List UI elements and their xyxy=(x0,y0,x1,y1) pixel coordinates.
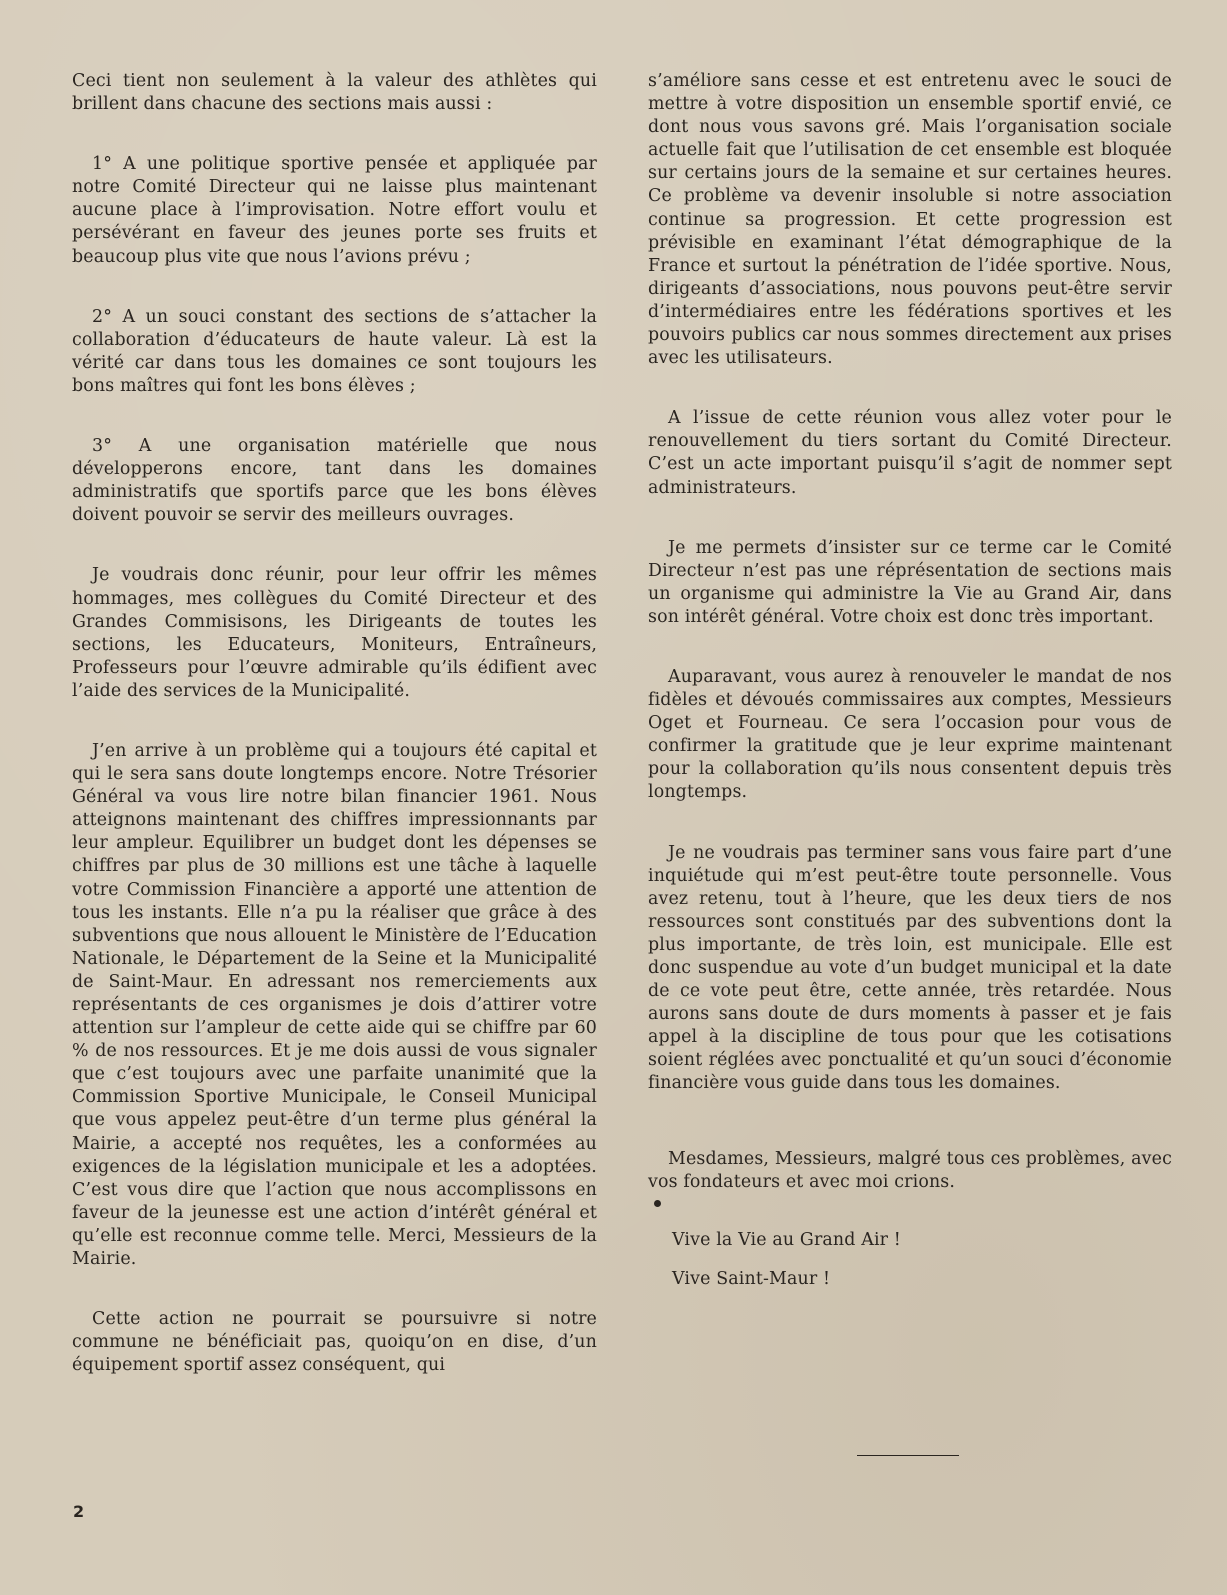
paragraph-committee: Je me permets d’insister sur ce terme car le Comité Directeur n’est pas une réprésentation de sections mais un organisme qui administre la Vie au Grand Air, dans son intérêt général. Votre choix est donc très important. xyxy=(648,537,1172,627)
cheer-grand-air: Vive la Vie au Grand Air ! xyxy=(672,1229,901,1250)
paragraph-finances: J’en arrive à un problème qui a toujours été capital et qui le sera sans doute longtemps encore. Notre Trésorier Général va vous lire notre bilan financier 1961. Nous atteignons maintenant des chiffres impressionnants par leur ampleur. Equilibrer un budget dont les dépenses se chiffres par plus de 30 millions est une tâche à laquelle votre Commission Financière a apporté une attention de tous les instants. Elle n’a pu la réaliser que grâce à des subventions que nous allouent le Ministère de l’Education Nationale, le Département de la Seine et la Municipalité de Saint-Maur. En adressant nos remerciements aux représentants de ces organismes je dois d’attirer votre attention sur l’ampleur de cette aide qui se chiffre par 60 % de nos ressources. Et je me dois aussi de vous signaler que c’est toujours avec une parfaite unanimité que la Commission Sportive Municipale, le Conseil Municipal que vous appelez peut-être d’un terme plus général la Mairie, a accepté nos requêtes, les a conformées au exigences de la législation municipale et les a adoptées. C’est vous dire que l’action que nous accomplissons en faveur de la jeunesse est une action d’intérêt général et qu’elle est reconnue comme telle. Merci, Messieurs de la Mairie. xyxy=(72,740,597,1270)
end-rule xyxy=(857,1455,959,1456)
paragraph-concern: Je ne voudrais pas terminer sans vous faire part d’une inquiétude qui m’est peut-être toute personnelle. Vous avez retenu, tout à l’heure, que les deux tiers de nos ressources sont constitués par des subventions dont la plus importante, de très loin, est municipale. Elle est donc suspendue au vote d’un budget municipal et la date de ce vote peut être, cette année, très retardée. Nous aurons sans doute de durs moments à passer et je fais appel à la discipline de tous pour que les cotisations soient réglées avec ponctualité et qu’un souci d’économie financière vous guide dans tous les domaines. xyxy=(648,842,1172,1094)
left-column xyxy=(72,70,597,1377)
paragraph-point-3: 3° A une organisation matérielle que nous développerons encore, tant dans les domaines administratifs que sportifs parce que les bons élèves doivent pouvoir se servir des meilleurs ouvrages. xyxy=(72,436,597,526)
paragraph-equipment-continued: s’améliore sans cesse et est entretenu avec le souci de mettre à votre disposition un ensemble sportif envié, ce dont nous vous savons gré. Mais l’organisation sociale actuelle fait que l’utilisation de cet ensemble est bloquée sur certains jours de la semaine et sur certaines heures. Ce problème va devenir insoluble si notre association continue sa progression. Et cette progression est prévisible en examinant l’état démographique de la France et surtout la pénétration de l’idée sportive. Nous, dirigeants d’associations, nous pouvons peut-être servir d’intermédiaires entre les fédérations sportives et les pouvoirs publics car nous sommes directement aux prises avec les utilisateurs. xyxy=(648,71,1172,369)
page-number: 2 xyxy=(73,1502,85,1521)
cheer-saint-maur: Vive Saint-Maur ! xyxy=(672,1268,831,1289)
paragraph-election: A l’issue de cette réunion vous allez voter pour le renouvellement du tiers sortant du Comité Directeur. C’est un acte important puisqu’il s’agit de nommer sept administrateurs. xyxy=(648,408,1172,498)
paragraph-tribute: Je voudrais donc réunir, pour leur offrir les mêmes hommages, mes collègues du Comité Directeur et des Grandes Commisisons, les Dirigeants de toutes les sections, les Educateurs, Moniteurs, Entraîneurs, Professeurs pour l’œuvre admirable qu’ils édifient avec l’aide des services de la Municipalité. xyxy=(72,565,597,701)
paragraph-closing: Mesdames, Messieurs, malgré tous ces problèmes, avec vos fondateurs et avec moi crions. xyxy=(648,1148,1172,1192)
bullet-mark xyxy=(654,1200,661,1207)
paragraph-point-2: 2° A un souci constant des sections de s’attacher la collaboration d’éducateurs de haute valeur. Là est la vérité car dans tous les domaines ce sont toujours les bons maîtres qui font les bons élèves ; xyxy=(72,306,597,396)
right-column xyxy=(648,70,1172,1291)
paragraph-equipment: Cette action ne pourrait se poursuivre si notre commune ne bénéficiait pas, quoiqu’on en dise, d’un équipement sportif assez conséquent, qui xyxy=(72,1309,597,1376)
paragraph-auditors: Auparavant, vous aurez à renouveler le mandat de nos fidèles et dévoués commissaires aux comptes, Messieurs Oget et Fourneau. Ce sera l’occasion pour vous de confirmer la gratitude que je leur exprime maintenant pour la collaboration qu’ils nous consentent depuis très longtemps. xyxy=(648,666,1172,803)
paragraph-point-1: 1° A une politique sportive pensée et appliquée par notre Comité Directeur qui ne laisse plus maintenant aucune place à l’improvisation. Notre effort voulu et persévérant en faveur des jeunes porte ses fruits et beaucoup plus vite que nous l’avions prévu ; xyxy=(72,154,597,267)
paragraph-intro: Ceci tient non seulement à la valeur des athlètes qui brillent dans chacune des sections mais aussi : xyxy=(72,71,597,115)
